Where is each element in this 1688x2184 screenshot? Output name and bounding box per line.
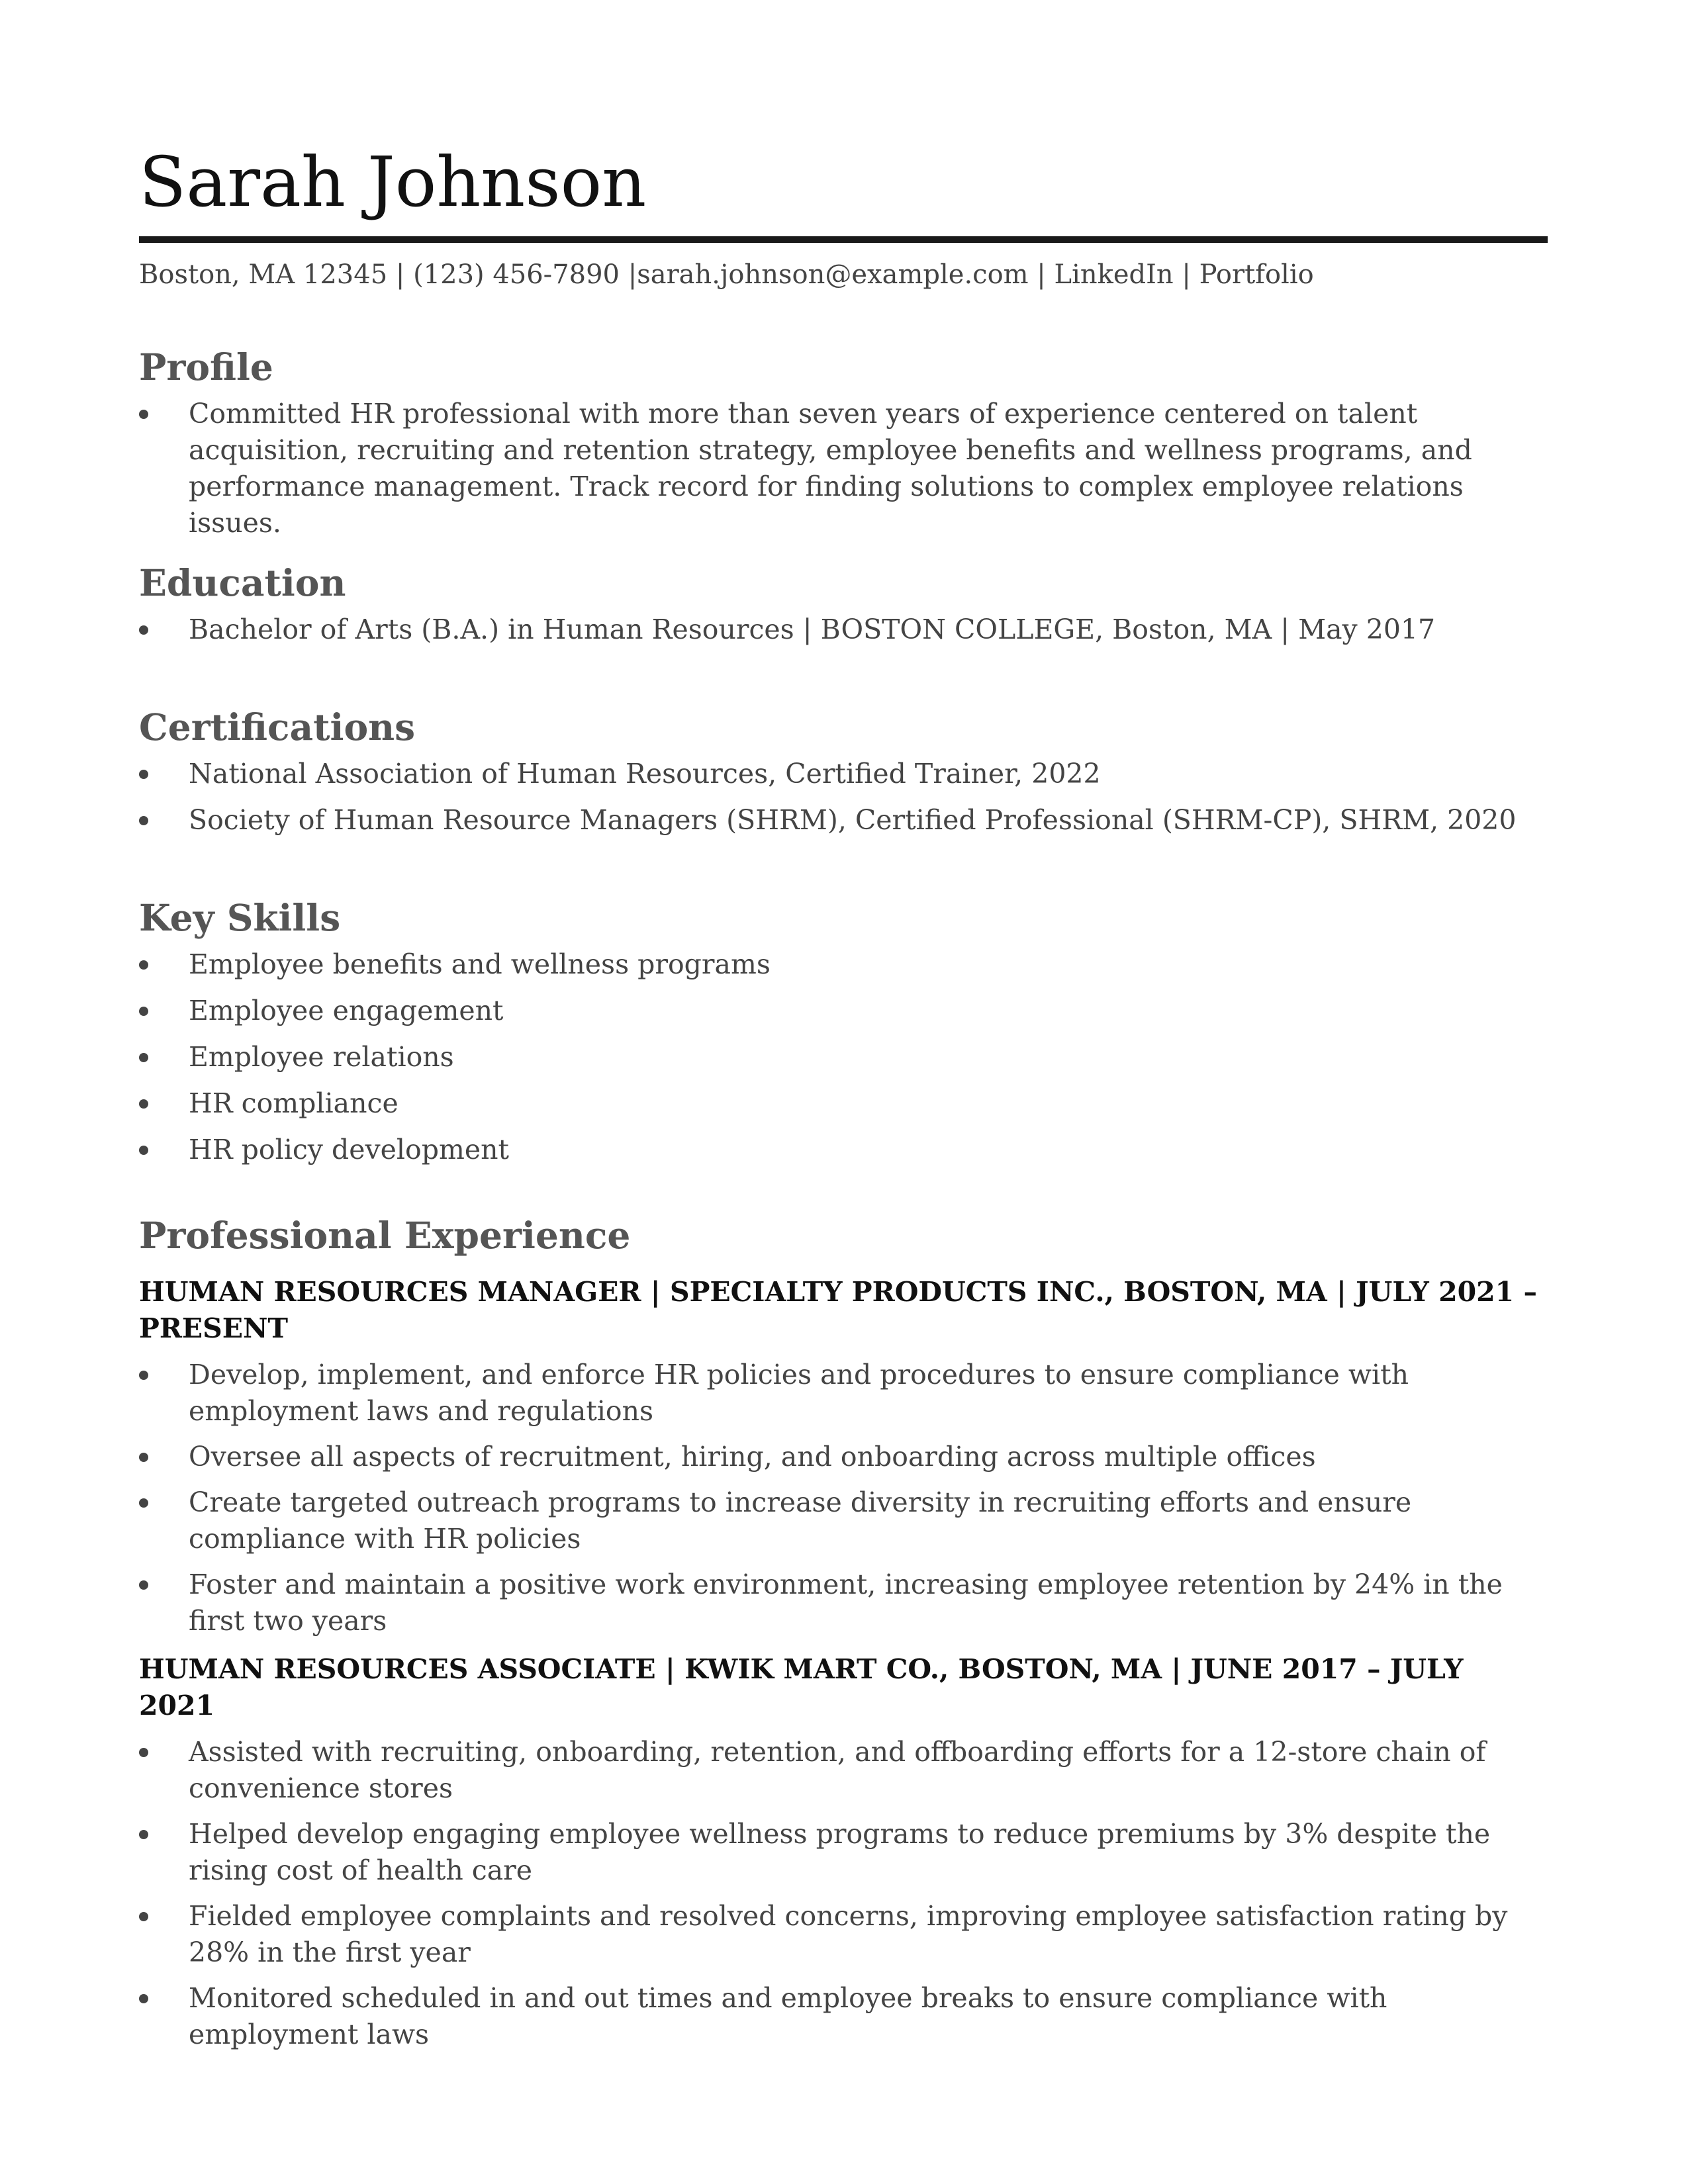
bullet-icon: [139, 1146, 148, 1155]
skills-list: [139, 946, 1546, 1168]
bullet-icon: [139, 1830, 148, 1839]
bullet-icon: [139, 1912, 148, 1921]
list-item: Assisted with recruiting, onboarding, retention, and offboarding efforts for a 12-store chain of convenience stores: [139, 1734, 1546, 1807]
job-duties-list: [139, 1357, 1546, 1639]
list-item: National Association of Human Resources, Certified Trainer, 2022: [139, 756, 1546, 792]
list-item: Oversee all aspects of recruitment, hiring, and onboarding across multiple offices: [139, 1439, 1546, 1475]
bullet-icon: [139, 1099, 148, 1109]
bullet-icon: [139, 1371, 148, 1380]
list-item: Foster and maintain a positive work environment, increasing employee retention by 24% in the first two years: [139, 1567, 1546, 1639]
list-item: Create targeted outreach programs to increase diversity in recruiting efforts and ensure compliance with HR policies: [139, 1484, 1546, 1557]
list-item: Employee benefits and wellness programs: [139, 946, 1546, 983]
education-list: [139, 612, 1546, 648]
bullet-icon: [139, 1994, 148, 2003]
list-item: HR policy development: [139, 1132, 1546, 1168]
experience-section: [139, 1212, 1546, 2053]
section-title-experience: Professional Experience: [139, 1214, 631, 1257]
list-item: Monitored scheduled in and out times and employee breaks to ensure compliance with employment laws: [139, 1980, 1546, 2053]
header-rule: [139, 236, 1548, 243]
list-item: HR compliance: [139, 1085, 1546, 1122]
education-section: [139, 560, 1546, 648]
profile-section: [139, 344, 1546, 541]
bullet-icon: [139, 1580, 148, 1590]
certifications-section: [139, 704, 1546, 839]
bullet-icon: [139, 410, 148, 419]
certifications-list: [139, 756, 1546, 839]
bullet-icon: [139, 1748, 148, 1757]
profile-list: [139, 396, 1546, 541]
bullet-icon: [139, 770, 148, 779]
job-heading: HUMAN RESOURCES MANAGER | SPECIALTY PRODUCTS INC., BOSTON, MA | JULY 2021 – PRESENT: [139, 1276, 1537, 1344]
section-title-certifications: Certifications: [139, 705, 416, 749]
job-heading: HUMAN RESOURCES ASSOCIATE | KWIK MART CO., BOSTON, MA | JUNE 2017 – JULY 2021: [139, 1653, 1464, 1721]
job-duties-list: [139, 1734, 1546, 2053]
bullet-icon: [139, 1007, 148, 1016]
bullet-icon: [139, 1053, 148, 1062]
list-item: Employee engagement: [139, 993, 1546, 1029]
bullet-icon: [139, 960, 148, 970]
list-item: Bachelor of Arts (B.A.) in Human Resources | BOSTON COLLEGE, Boston, MA | May 2017: [139, 612, 1546, 648]
list-item: Employee relations: [139, 1039, 1546, 1075]
contact-line: Boston, MA 12345 | (123) 456-7890 |sarah.johnson@example.com | LinkedIn | Portfolio: [139, 259, 1314, 290]
candidate-name: Sarah Johnson: [139, 142, 647, 222]
bullet-icon: [139, 1498, 148, 1508]
bullet-icon: [139, 816, 148, 825]
section-title-skills: Key Skills: [139, 896, 341, 939]
list-item: Fielded employee complaints and resolved concerns, improving employee satisfaction rating by 28% in the first year: [139, 1898, 1546, 1971]
list-item: Helped develop engaging employee wellness programs to reduce premiums by 3% despite the rising cost of health care: [139, 1816, 1546, 1889]
skills-section: [139, 895, 1546, 1168]
section-title-education: Education: [139, 561, 346, 604]
list-item: Committed HR professional with more than seven years of experience centered on talent acquisition, recruiting and retention strategy, employee benefits and wellness programs, and performance management. Track record for finding solutions to complex employee relations issues.: [139, 396, 1546, 541]
list-item: Society of Human Resource Managers (SHRM), Certified Professional (SHRM-CP), SHRM, 2020: [139, 802, 1546, 839]
section-title-profile: Profile: [139, 345, 273, 388]
bullet-icon: [139, 625, 148, 635]
list-item: Develop, implement, and enforce HR policies and procedures to ensure compliance with employment laws and regulations: [139, 1357, 1546, 1430]
bullet-icon: [139, 1453, 148, 1462]
